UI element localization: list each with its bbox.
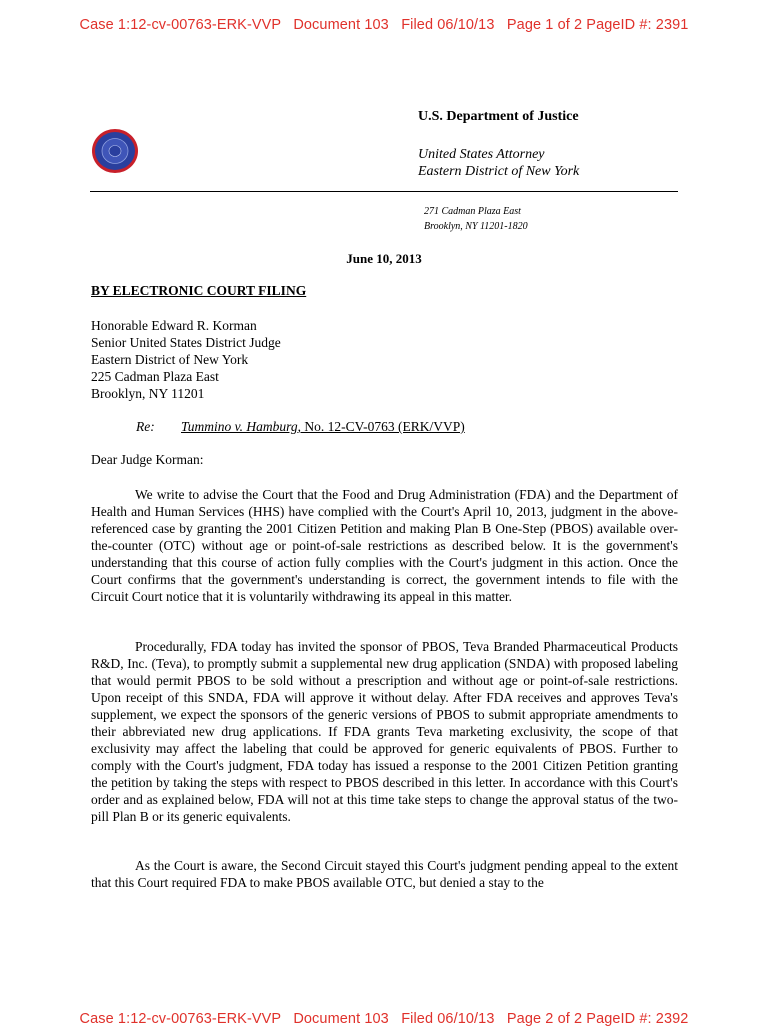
body-paragraph-1: We write to advise the Court that the Food and Drug Administration (FDA) and the Department of Health and Human Services (HHS) have complied with the Court's April 10, 2013, judgment in the above-referenced case by granting the 2001 Citizen Petition and making Plan B One-Step (PBOS) available over-the-counter (OTC) without age or point-of-sale restrictions as described below. It is the government's understanding that this course of action fully complies with the Court's judgment in this action. Once the Court confirms that the government's understanding is correct, the government intends to file with the Circuit Court notice that it is voluntarily withdrawing its appeal in this matter. xyxy=(91,487,678,604)
office-line-1: United States Attorney xyxy=(418,147,545,162)
office-address xyxy=(424,204,528,234)
re-case-reference xyxy=(181,419,465,435)
addressee-line-1: Honorable Edward R. Korman xyxy=(91,318,257,333)
agency-name: U.S. Department of Justice xyxy=(418,109,579,124)
addressee-line-3: Eastern District of New York xyxy=(91,352,249,367)
office-line-2: Eastern District of New York xyxy=(418,164,580,179)
re-case-name: Tummino v. Hamburg xyxy=(181,419,298,434)
office-name xyxy=(418,146,579,180)
case-header-stamp: Case 1:12-cv-00763-ERK-VVP Document 103 Filed 06/10/13 Page 1 of 2 PageID #: 2391 xyxy=(79,17,689,33)
re-line xyxy=(136,419,465,435)
letterhead-divider xyxy=(90,191,678,192)
addressee-line-5: Brooklyn, NY 11201 xyxy=(91,386,205,401)
address-line-2: Brooklyn, NY 11201-1820 xyxy=(424,221,528,232)
body-paragraph-2: Procedurally, FDA today has invited the sponsor of PBOS, Teva Branded Pharmaceutical Products R&D, Inc. (Teva), to promptly submit a supplemental new drug application (SNDA) with proposed labeling that would permit PBOS to be sold without a prescription and without age or point-of-sale restrictions. Upon receipt of this SNDA, FDA will approve it without delay. After FDA receives and approves Teva's supplement, we expect the sponsors of the generic versions of PBOS to submit appropriate amendments to their abbreviated new drug applications. If FDA grants Teva marketing exclusivity, the scope of that exclusivity may affect the labeling that could be approved for generic equivalents of PBOS. Further to comply with the Court's judgment, FDA today has issued a response to the 2001 Citizen Petition granting the petition by taking the steps with respect to PBOS described in this letter. In accordance with this Court's order and as explained below, FDA will not at this time take steps to change the approval status of the two-pill Plan B or its generic equivalents. xyxy=(91,639,678,824)
letter-date: June 10, 2013 xyxy=(346,251,422,266)
addressee-block xyxy=(91,317,281,402)
address-line-1: 271 Cadman Plaza East xyxy=(424,206,521,217)
case-footer-stamp: Case 1:12-cv-00763-ERK-VVP Document 103 Filed 06/10/13 Page 2 of 2 PageID #: 2392 xyxy=(79,1011,689,1027)
delivery-method: BY ELECTRONIC COURT FILING xyxy=(91,283,307,298)
doj-seal-icon xyxy=(91,128,139,174)
salutation: Dear Judge Korman: xyxy=(91,452,204,467)
addressee-line-4: 225 Cadman Plaza East xyxy=(91,369,219,384)
body-paragraph-3: As the Court is aware, the Second Circuit stayed this Court's judgment pending appeal to the extent that this Court required FDA to make PBOS available OTC, but denied a stay to the xyxy=(91,858,678,890)
addressee-line-2: Senior United States District Judge xyxy=(91,335,281,350)
re-label: Re: xyxy=(136,419,155,434)
re-case-number: , No. 12-CV-0763 (ERK/VVP) xyxy=(297,419,465,434)
